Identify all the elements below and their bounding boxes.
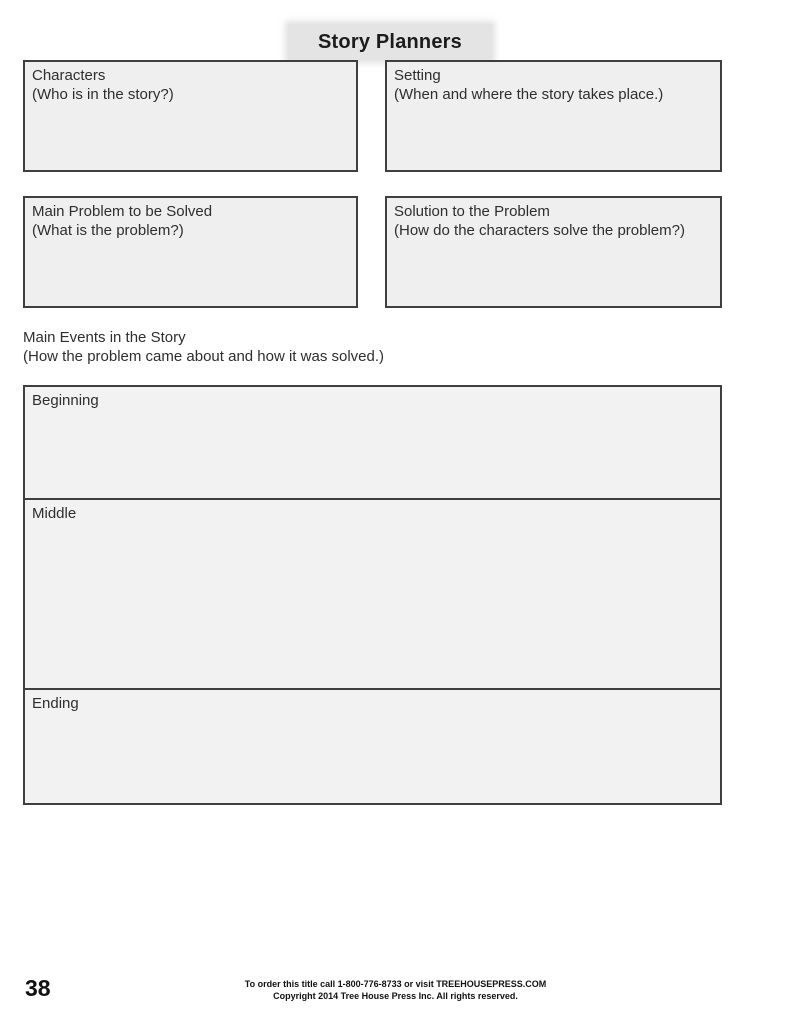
page-number: 38: [25, 975, 51, 1001]
characters-box-title: Characters: [32, 67, 106, 84]
characters-box: [23, 60, 358, 172]
beginning-box-label: Beginning: [32, 392, 99, 409]
solution-box: [385, 196, 722, 308]
beginning-box: [23, 385, 722, 500]
solution-box-title: Solution to the Problem: [394, 203, 550, 220]
main-events-heading: [23, 328, 384, 366]
main-problem-box-title: Main Problem to be Solved: [32, 203, 213, 220]
main-events-heading-subtitle: (How the problem came about and how it was solved.): [23, 348, 385, 365]
footer-order-line: To order this title call 1-800-776-8733 or visit TREEHOUSEPRESS.COM: [244, 979, 547, 989]
solution-box-prompt: (How do the characters solve the problem?): [394, 222, 685, 239]
main-problem-box: [23, 196, 358, 308]
ending-box: [23, 690, 722, 805]
page-title: Story Planners: [318, 30, 462, 53]
footer-copyright-line: Copyright 2014 Tree House Press Inc. All rights reserved.: [273, 991, 518, 1001]
page-title-badge: [288, 24, 492, 60]
setting-box-prompt: (When and where the story takes place.): [394, 86, 664, 103]
characters-box-prompt: (Who is in the story?): [32, 86, 174, 103]
setting-box-title: Setting: [394, 67, 441, 84]
setting-box: [385, 60, 722, 172]
main-problem-box-prompt: (What is the problem?): [32, 222, 184, 239]
middle-box: [23, 500, 722, 690]
middle-box-label: Middle: [32, 505, 77, 522]
footer: [0, 978, 791, 1002]
ending-box-label: Ending: [32, 695, 79, 712]
main-events-heading-title: Main Events in the Story: [23, 329, 186, 346]
